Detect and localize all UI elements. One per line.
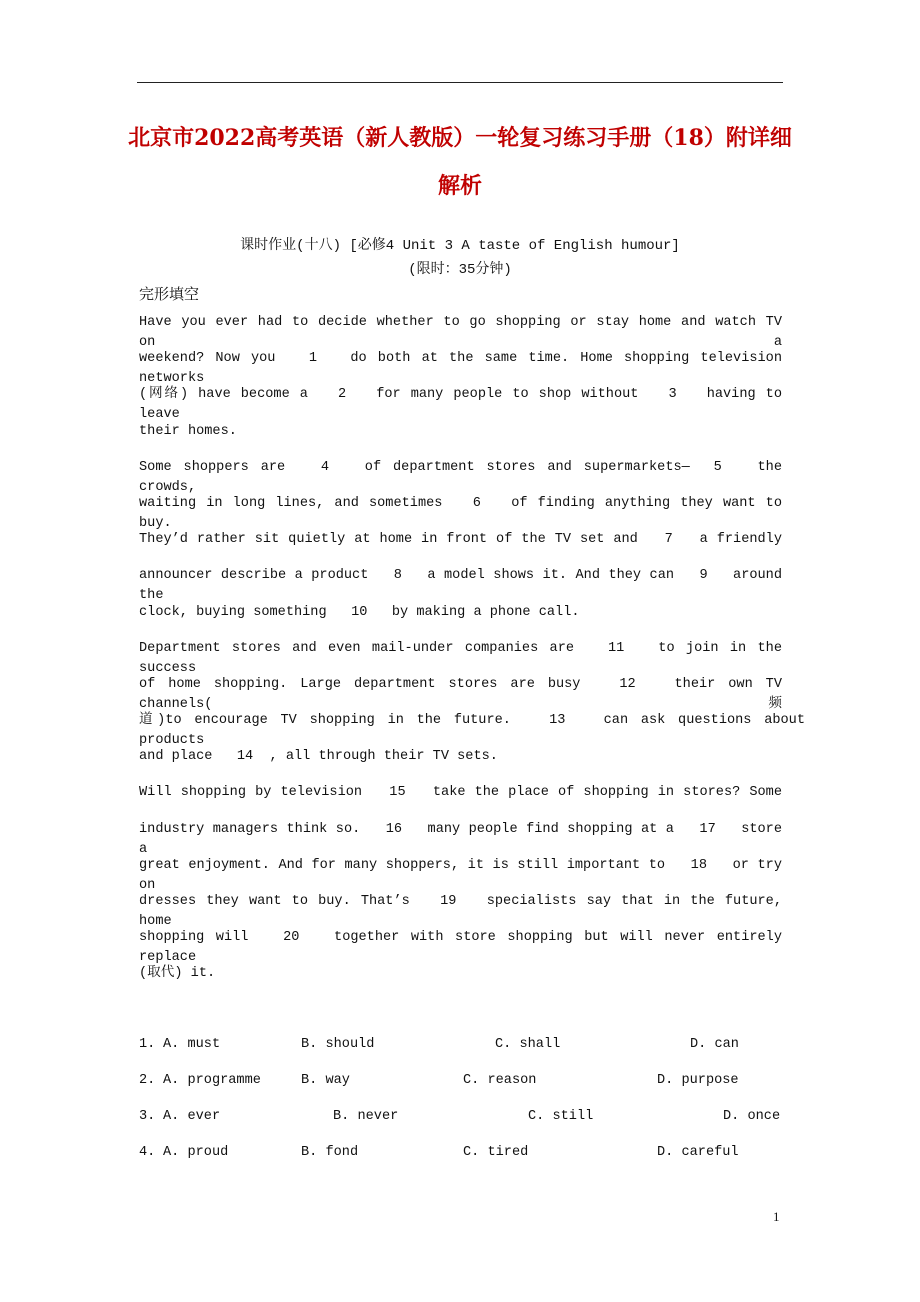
passage-line: clock, buying something 10 by making a phone call. <box>139 604 580 620</box>
passage-line: (取代) it. <box>139 966 216 982</box>
passage-line: shopping will 20 together with store shopping but will never entirely replace <box>139 930 791 966</box>
passage-line: Department stores and even mail-under companies are 11 to join in the success <box>139 640 791 676</box>
question-options <box>0 1037 920 1057</box>
option-a: A. proud <box>163 1145 229 1160</box>
option-c: C. still <box>528 1109 594 1124</box>
option-c: C. tired <box>463 1145 529 1160</box>
question-number: 3. <box>139 1109 156 1124</box>
passage-line: industry managers think so. 16 many people find shopping at a 17 store a <box>139 821 791 857</box>
option-b: B. should <box>301 1037 375 1052</box>
option-d: D. once <box>723 1109 781 1124</box>
passage-line: waiting in long lines, and sometimes 6 of finding anything they want to buy. <box>139 495 791 531</box>
passage-line: They’d rather sit quietly at home in front of the TV set and 7 a friendly <box>139 532 782 548</box>
option-b: B. way <box>301 1073 350 1088</box>
question-options <box>0 1145 920 1165</box>
document-title: 北京市2022高考英语（新人教版）一轮复习练习手册（18）附详细 <box>128 125 792 151</box>
passage-line: of home shopping. Large department stores are busy 12 their own TV channels(频 <box>139 676 791 712</box>
passage-line: (网络) have become a 2 for many people to shop without 3 having to leave <box>139 387 791 423</box>
page-number: 1 <box>773 1209 780 1224</box>
option-d: D. can <box>690 1037 739 1052</box>
option-c: C. shall <box>495 1037 561 1052</box>
question-number: 4. <box>139 1145 156 1160</box>
question-options <box>0 1109 920 1129</box>
section-heading: 完形填空 <box>139 285 200 303</box>
option-d: D. purpose <box>657 1073 739 1088</box>
cloze-passage <box>139 313 814 1001</box>
header-rule <box>137 82 783 83</box>
time-limit: (限时：35分钟) <box>408 262 512 278</box>
option-a: A. ever <box>163 1109 221 1124</box>
option-b: B. never <box>333 1109 399 1124</box>
option-b: B. fond <box>301 1145 359 1160</box>
passage-line: Will shopping by television 15 take the place of shopping in stores? Some <box>139 785 782 801</box>
passage-line: great enjoyment. And for many shoppers, it is still important to 18 or try on <box>139 857 791 893</box>
passage-line: weekend? Now you 1 do both at the same time. Home shopping television networks <box>139 351 791 387</box>
passage-line: Have you ever had to decide whether to go shopping or stay home and watch TV on a <box>139 315 791 350</box>
option-d: D. careful <box>657 1145 739 1160</box>
question-options <box>0 1073 920 1093</box>
lesson-subtitle: 课时作业(十八) [必修4 Unit 3 A taste of English humour] <box>240 238 680 254</box>
option-a: A. programme <box>163 1073 261 1088</box>
option-c: C. reason <box>463 1073 537 1088</box>
document-title-continued: 解析 <box>437 173 482 199</box>
option-a: A. must <box>163 1037 221 1052</box>
question-number: 2. <box>139 1073 156 1088</box>
question-number: 1. <box>139 1037 156 1052</box>
passage-line: announcer describe a product 8 a model shows it. And they can 9 around the <box>139 568 791 604</box>
passage-line: Some shoppers are 4 of department stores and supermarkets— 5 the crowds, <box>139 459 791 495</box>
passage-line: 道)to encourage TV shopping in the future. 13 can ask questions about products <box>139 713 814 749</box>
passage-line: dresses they want to buy. That’s 19 specialists say that in the future, home <box>139 894 791 929</box>
passage-line: their homes. <box>139 423 237 439</box>
passage-line: and place 14 , all through their TV sets. <box>139 749 498 765</box>
